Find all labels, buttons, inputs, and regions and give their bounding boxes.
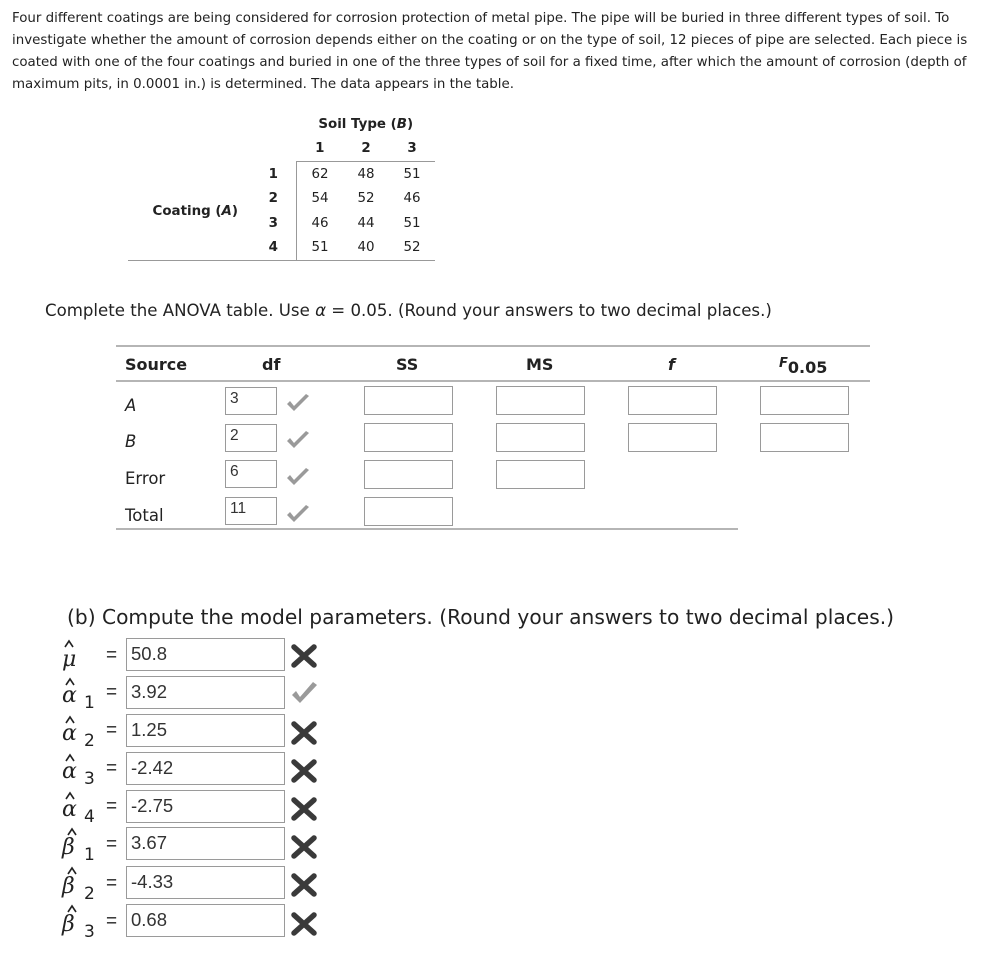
alpha4-hat-symbol [60, 790, 110, 824]
data-cell: 51 [297, 236, 344, 261]
cross-icon [290, 872, 318, 898]
svg-text:3: 3 [84, 922, 95, 938]
df-a-input[interactable]: 3 [225, 387, 277, 415]
equals-sign: = [106, 758, 118, 779]
row-header: 2 [238, 187, 297, 212]
fcrit-a-input[interactable] [760, 386, 849, 415]
svg-text:1: 1 [84, 845, 95, 861]
check-icon [285, 503, 311, 525]
anova-header-rule [116, 380, 870, 382]
cross-icon [290, 911, 318, 937]
table-row [128, 187, 435, 212]
table-row [128, 162, 435, 187]
anova-instruction: Complete the ANOVA table. Use α = 0.05. (Round your answers to two decimal places.) [45, 301, 772, 320]
anova-top-rule [116, 345, 870, 347]
df-total-input[interactable]: 11 [225, 497, 277, 525]
svg-text:α: α [62, 797, 77, 822]
table-row [128, 236, 435, 261]
svg-text:β: β [62, 835, 75, 860]
alpha2-hat-input[interactable]: 1.25 [126, 714, 285, 747]
mu-hat-symbol [60, 638, 110, 672]
coating-label: Coating (A) [152, 203, 238, 219]
svg-text:α: α [62, 683, 77, 708]
df-b-input[interactable]: 2 [225, 424, 277, 452]
f-a-input[interactable] [628, 386, 717, 415]
equals-sign: = [106, 873, 118, 894]
equals-sign: = [106, 720, 118, 741]
ms-error-input[interactable] [496, 460, 585, 489]
beta2-hat-symbol [60, 866, 110, 900]
svg-text:α: α [62, 759, 77, 784]
alpha1-hat-symbol [60, 676, 110, 710]
cross-icon [290, 758, 318, 784]
data-cell: 40 [343, 236, 389, 261]
alpha4-hat-input[interactable]: -2.75 [126, 790, 285, 823]
data-cell: 48 [357, 166, 375, 182]
anova-bottom-rule [116, 528, 738, 530]
data-cell: 54 [311, 191, 329, 207]
row-label-error: Error [125, 469, 166, 488]
ss-error-input[interactable] [364, 460, 453, 489]
svg-text:3: 3 [84, 769, 95, 786]
ms-a-input[interactable] [496, 386, 585, 415]
beta2-hat-input[interactable]: -4.33 [126, 866, 285, 899]
equals-sign: = [106, 796, 118, 817]
equals-sign: = [106, 834, 118, 855]
header-ss: SS [396, 355, 419, 374]
svg-text:1: 1 [84, 693, 95, 710]
header-df: df [262, 355, 281, 374]
data-cell: 51 [403, 166, 421, 182]
equals-sign: = [106, 645, 118, 666]
beta3-hat-input[interactable]: 0.68 [126, 904, 285, 937]
data-cell: 46 [403, 191, 421, 207]
data-cell: 52 [357, 191, 375, 207]
cross-icon [290, 796, 318, 822]
svg-text:β: β [62, 874, 75, 899]
mu-hat-input[interactable]: 50.8 [126, 638, 285, 671]
data-cell: 51 [403, 215, 421, 231]
cross-icon [290, 834, 318, 860]
svg-text:μ: μ [62, 647, 77, 672]
alpha2-hat-symbol [60, 714, 110, 748]
svg-text:2: 2 [84, 731, 95, 748]
svg-text:α: α [62, 721, 77, 746]
equals-sign: = [106, 911, 118, 932]
alpha3-hat-symbol [60, 752, 110, 786]
alpha1-hat-input[interactable]: 3.92 [126, 676, 285, 709]
soil-type-header: Soil Type (B) [318, 116, 414, 132]
data-cell: 52 [389, 236, 435, 261]
header-f: f [668, 355, 675, 374]
check-icon [290, 681, 318, 707]
header-ms: MS [526, 355, 554, 374]
column-header: 2 [343, 137, 389, 162]
column-header: 3 [389, 137, 435, 162]
fcrit-b-input[interactable] [760, 423, 849, 452]
beta1-hat-input[interactable]: 3.67 [126, 827, 285, 860]
row-label-a: A [125, 396, 137, 415]
svg-text:β: β [62, 912, 75, 937]
header-f-critical: F0.05 [779, 356, 828, 377]
header-source: Source [125, 355, 188, 374]
row-header: 1 [238, 162, 297, 187]
alpha3-hat-input[interactable]: -2.42 [126, 752, 285, 785]
row-header: 4 [238, 236, 297, 261]
data-cell: 44 [357, 215, 375, 231]
data-cell: 46 [311, 215, 329, 231]
column-header: 1 [297, 137, 344, 162]
check-icon [285, 466, 311, 488]
cross-icon [290, 643, 318, 669]
beta3-hat-symbol [60, 904, 110, 938]
cross-icon [290, 720, 318, 746]
ss-total-input[interactable] [364, 497, 453, 526]
problem-intro: Four different coatings are being considered for corrosion protection of metal pipe. The pipe will be buried in three different types of soil. To investigate whether the amount of corrosion depends either on the coating or on the type of soil, 12 pieces of pipe are selected. Each piece is coated with one of the four coatings and buried in one of the three types of soil for a fixed time, after which the amount of corrosion (depth of maximum pits, in 0.0001 in.) is determined. The data appears in the table. [12, 11, 968, 92]
svg-text:4: 4 [84, 807, 95, 824]
beta1-hat-symbol [60, 827, 110, 861]
ss-b-input[interactable] [364, 423, 453, 452]
corrosion-data-table [128, 112, 435, 261]
row-label-b: B [125, 432, 137, 451]
row-header: 3 [238, 211, 297, 236]
part-b-instruction: (b) Compute the model parameters. (Round your answers to two decimal places.) [67, 605, 895, 629]
df-error-input[interactable]: 6 [225, 460, 277, 488]
check-icon [285, 429, 311, 451]
data-cell: 62 [311, 166, 329, 182]
ms-b-input[interactable] [496, 423, 585, 452]
svg-text:2: 2 [84, 884, 95, 900]
check-icon [285, 392, 311, 414]
f-b-input[interactable] [628, 423, 717, 452]
row-label-total: Total [125, 506, 164, 525]
equals-sign: = [106, 682, 118, 703]
ss-a-input[interactable] [364, 386, 453, 415]
